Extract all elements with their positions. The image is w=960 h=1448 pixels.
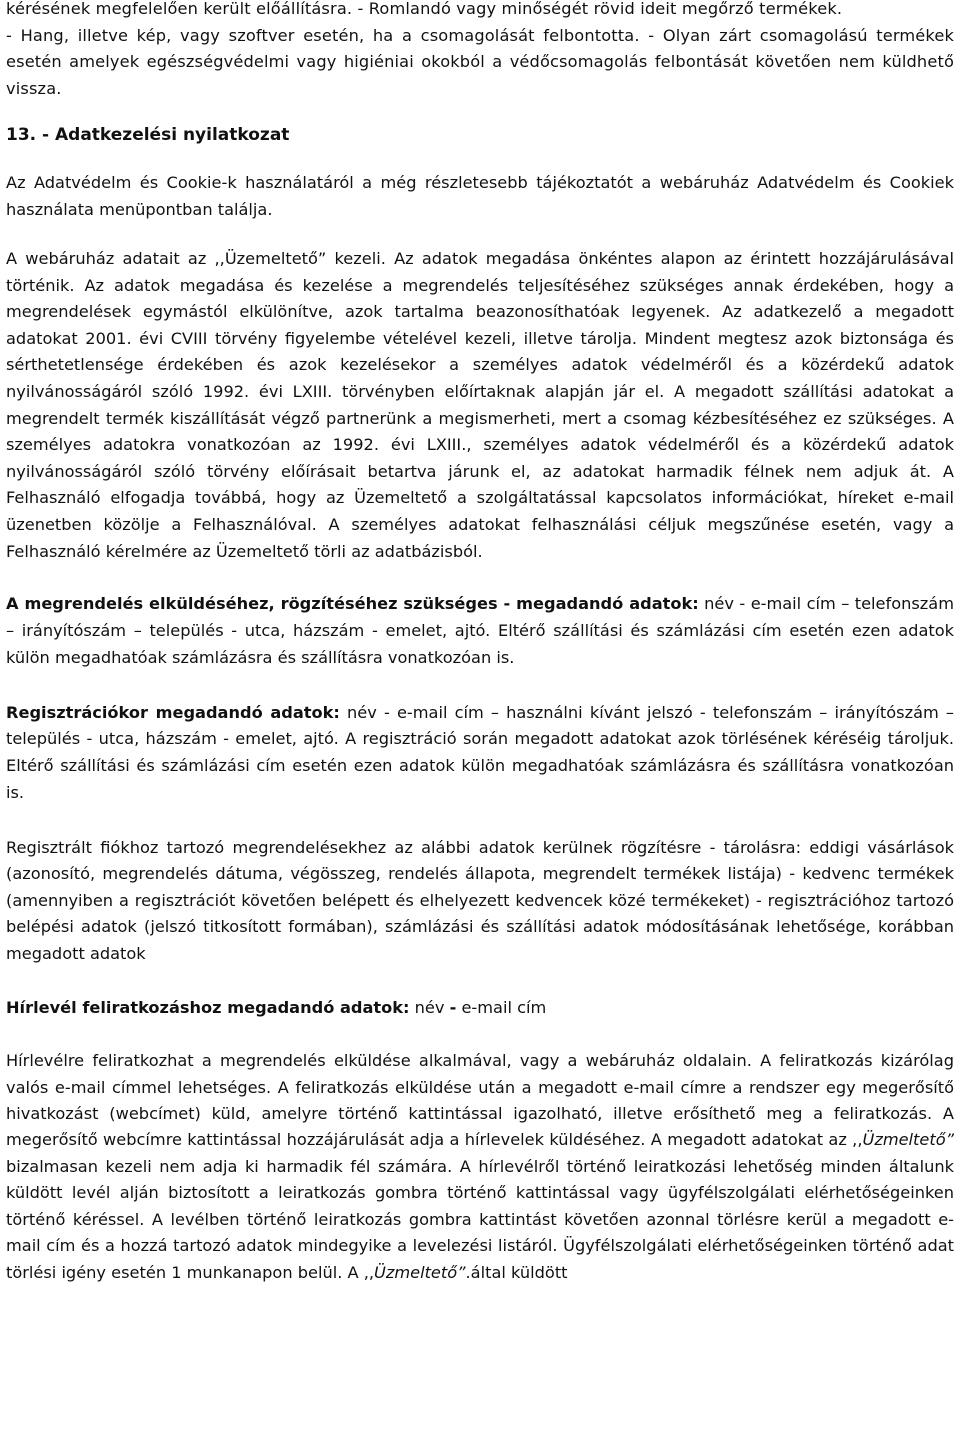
newsletter-text-1: Hírlevélre feliratkozhat a megrendelés elküldése alkalmával, vagy a webáruház oldalain. A feliratkozás kizárólag valós e-mail címmel lehetséges. A feliratkozás elküldése után a megadott e-mail címre a rendszer egy megerősítő hivatkozást (webcímet) küld, amelyre történő kattintással igazolható, illetve erősíthető meg a feliratkozás. A megerősítő webcímre kattintással hozzájárulását adja a hírlevelek küldéséhez. A megadott adatokat az ,, (6, 1051, 954, 1150)
registration-data-label: Regisztrációkor megadandó adatok: (6, 702, 340, 722)
newsletter-data-text-b: e-mail cím (456, 997, 547, 1017)
intro-first-line: kérésének megfelelően került előállításra. - Romlandó vagy minőségét rövid ideit megőrző termékek. (6, 0, 843, 18)
order-data-label: A megrendelés elküldéséhez, rögzítéséhez szükséges - megadandó adatok: (6, 594, 699, 614)
order-data-text: név - e-mail cím – telefonszám – irányítószám – település - utca, házszám - emelet, ajtó. Eltérő szállítási és számlázási cím esetén ezen adatok külön megadhatóak számlázásra és szállításra vonatkozóan is. (6, 594, 954, 667)
newsletter-data-label: Hírlevél feliratkozáshoz megadandó adatok: (6, 997, 410, 1017)
order-data-paragraph (6, 591, 954, 671)
account-data-paragraph: Regisztrált fiókhoz tartozó megrendelésekhez az alábbi adatok kerülnek rögzítésre - tárolásra: eddigi vásárlások (azonosító, megrendelés dátuma, végösszeg, rendelés állapota, megrendelt termékek listája) - kedvenc termékek (amennyiben a regisztrációt követően belépett és elhelyezett kedvencek közé termékeket) - regisztrációhoz tartozó belépési adatok (jelszó titkosított formában), számlázási és szállítási adatok módosításának lehetősége, korábban megadott adatok (6, 837, 954, 964)
newsletter-paragraph (6, 1048, 954, 1286)
newsletter-data-paragraph (6, 995, 954, 1022)
newsletter-operator-2: Üzmeltető” (374, 1262, 466, 1282)
section-heading: 13. - Adatkezelési nyilatkozat (6, 125, 290, 145)
intro-paragraph (6, 0, 954, 102)
data-handling-paragraph: A webáruház adatait az ,,Üzemeltető” kezeli. Az adatok megadása önkéntes alapon az érintett hozzájárulásával történik. Az adatok megadása és kezelése a megrendelés teljesítéséhez szükséges annak érdekében, hogy a megrendelések egymástól elkülönítve, azok tartalma beazonosíthatóak legyenek. Az adatkezelő a megadott adatokat 2001. évi CVIII törvény figyelembe vételével kezeli, illetve tárolja. Mindent megtesz azok biztonsága és sérthetetlensége érdekében és azok kezelésekor a személyes adatok védelméről és a közérdekű adatok nyilvánosságáról szóló 1992. évi LXIII. törvényben előírtaknak alapján jár el. A megadott szállítási adatokat a megrendelt termék kiszállítását végző partnerünk a megismerheti, mert a csomag kézbesítéséhez ez szükséges. A személyes adatokra vonatkozóan az 1992. évi LXIII., személyes adatok védelméről és a közérdekű adatok nyilvánosságáról szóló törvény előírásait betartva járunk el, az adatokat harmadik félnek nem adjuk át. A Felhasználó elfogadja továbbá, hogy az Üzemeltető a szolgáltatással kapcsolatos információkat, híreket e-mail üzenetben közölje a Felhasználóval. A személyes adatokat felhasználási céljuk megszűnése esetén, vagy a Felhasználó kérelmére az Üzemeltető törli az adatbázisból. (6, 249, 954, 561)
registration-data-text: név - e-mail cím – használni kívánt jelszó - telefonszám – irányítószám – település - utca, házszám - emelet, ajtó. A regisztráció során megadott adatokat azok törlésének kéréséig tároljuk. Eltérő szállítási és számlázási cím esetén ezen adatok külön megadhatóak számlázásra és szállításra vonatkozóan is. (6, 702, 954, 802)
newsletter-operator-1: Üzmeltető” (862, 1130, 954, 1150)
newsletter-data-dash: - (449, 997, 457, 1017)
newsletter-text-3: .által küldött (465, 1262, 568, 1282)
newsletter-data-text-a: név (409, 997, 450, 1017)
registration-data-paragraph (6, 700, 954, 807)
newsletter-text-2: bizalmasan kezeli nem adja ki harmadik fél számára. A hírlevélről történő leiratkozási lehetőség minden általunk küldött levél alján biztosított a leiratkozás gombra történő kattintással vagy ügyfélszolgálati elérhetőségeinken történő kéréssel. A levélben történő leiratkozás gombra kattintást követően azonnal törlésre kerül a megadott e-mail cím és a hozzá tartozó adatok mindegyike a levelezési listáról. Ügyfélszolgálati elérhetőségeinken történő adat törlési igény esetén 1 munkanapon belül. A ,, (6, 1156, 954, 1282)
intro-rest: - Hang, illetve kép, vagy szoftver esetén, ha a csomagolását felbontotta. - Olyan zárt csomagolású termékek esetén amelyek egészségvédelmi vagy higiéniai okokból a védőcsomagolás felbontását követően nem küldhető vissza. (6, 25, 954, 98)
cookie-paragraph: Az Adatvédelm és Cookie-k használatáról a még részletesebb tájékoztatót a webáruház Adatvédelm és Cookiek használata menüpontban találja. (6, 173, 954, 219)
